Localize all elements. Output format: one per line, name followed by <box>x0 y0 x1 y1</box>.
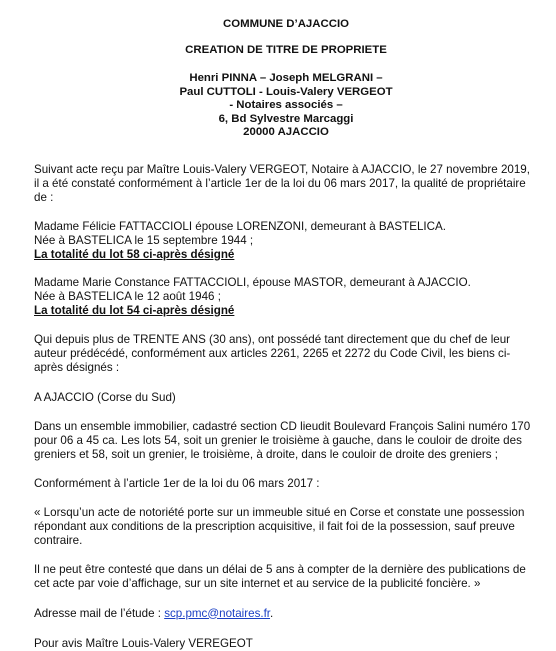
possession-paragraph: Qui depuis plus de TRENTE ANS (30 ans), ont possédé tant directement que du chef de leur auteur prédécédé, conformément aux articles 2261, 2265 et 2272 du Code Civil, les biens ci-après désignés : <box>34 332 511 374</box>
property-description: Dans un ensemble immobilier, cadastré section CD lieudit Boulevard François Salini numéro 170 pour 06 a 45 ca. Les lots 54, soit un grenier le troisième à gauche, dans le couloir de droite des greniers et 58, soit un grenier, le troisième, à droite, dans le couloir de droite des greniers ; <box>34 419 531 461</box>
owner-1-birth: Née à BASTELICA le 15 septembre 1944 ; <box>34 233 254 247</box>
email-line <box>34 607 538 621</box>
contest-paragraph: Il ne peut être contesté que dans un délai de 5 ans à compter de la dernière des publications de cet acte par voie d’affichage, sur un site internet et au service de la publicité foncière. » <box>34 562 526 590</box>
email-suffix: . <box>270 606 274 620</box>
owner-2-birth: Née à BASTELICA le 12 août 1946 ; <box>34 289 221 303</box>
quote-paragraph: « Lorsqu’un acte de notoriété porte sur un immeuble situé en Corse et constate une possession répondant aux conditions de la prescription acquisitive, il fait foi de la possession, sauf preuve contraire. <box>34 505 525 547</box>
commune-heading: COMMUNE D’AJACCIO <box>223 18 349 30</box>
notaries-line-2: Paul CUTTOLI - Louis-Valery VERGEOT <box>179 85 393 98</box>
owner-2-name: Madame Marie Constance FATTACCIOLI, épouse MASTOR, demeurant à AJACCIO. <box>34 275 471 289</box>
notaries-line-3: - Notaires associés – <box>229 99 343 111</box>
owner-1-lot: La totalité du lot 58 ci-après désigné <box>34 247 235 261</box>
address-line-1: 6, Bd Sylvestre Marcaggi <box>218 112 354 125</box>
owner-2-lot: La totalité du lot 54 ci-après désigné <box>34 303 235 317</box>
email-link[interactable]: scp.pmc@notaires.fr <box>164 606 271 620</box>
notaries-block <box>34 72 538 140</box>
owner-1-name: Madame Félicie FATTACCIOLI épouse LORENZONI, demeurant à BASTELICA. <box>34 219 446 233</box>
intro-paragraph: Suivant acte reçu par Maître Louis-Valery VERGEOT, Notaire à AJACCIO, le 27 novembre 2019, il a été constaté conformément à l’article 1er de la loi du 06 mars 2017, la qualité de propriétaire de : <box>34 162 530 204</box>
location-line: A AJACCIO (Corse du Sud) <box>34 390 176 404</box>
address-line-2: 20000 AJACCIO <box>243 126 329 138</box>
owner-1 <box>34 220 538 262</box>
signature-line: Pour avis Maître Louis-Valery VEREGEOT <box>34 636 253 650</box>
document-title: CREATION DE TITRE DE PROPRIETE <box>185 43 387 56</box>
conformity-line: Conformément à l’article 1er de la loi du 06 mars 2017 : <box>34 476 320 490</box>
owner-2 <box>34 276 538 318</box>
email-label: Adresse mail de l’étude : <box>34 606 165 620</box>
notaries-line-1: Henri PINNA – Joseph MELGRANI – <box>189 72 383 84</box>
